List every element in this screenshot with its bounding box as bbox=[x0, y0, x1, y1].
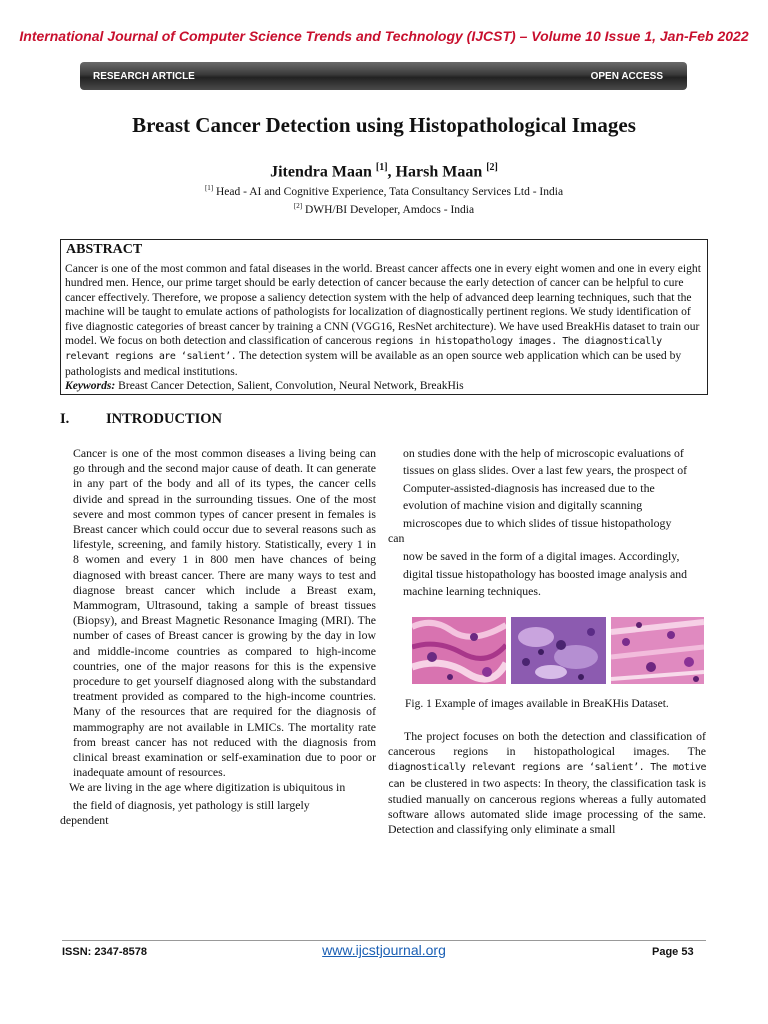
col2-paragraph-mono: diagnostically relevant regions are ‘salient’. The motive can be bbox=[388, 762, 706, 790]
histology-image-3 bbox=[611, 617, 704, 684]
section-number: I. bbox=[60, 411, 70, 427]
intro-column-1 bbox=[60, 446, 376, 828]
col2-line-2: tissues on glass slides. Over a last few years, the prospect of bbox=[403, 463, 688, 477]
col2-line-7: now be saved in the form of a digital images. Accordingly, bbox=[403, 549, 680, 563]
author-separator: , bbox=[387, 163, 396, 181]
keywords bbox=[65, 379, 464, 392]
intro-line-3: dependent bbox=[60, 812, 109, 827]
affiliation-2 bbox=[0, 202, 768, 216]
col2-line-8: digital tissue histopathology has boosted image analysis and bbox=[403, 567, 688, 581]
intro-column-2-body bbox=[388, 729, 706, 837]
keywords-label: Keywords: bbox=[65, 379, 116, 393]
paper-title: Breast Cancer Detection using Histopathological Images bbox=[132, 113, 636, 137]
abstract-box bbox=[60, 239, 708, 395]
affiliation-1 bbox=[0, 184, 768, 198]
authors bbox=[0, 162, 768, 181]
col2-line-9: machine learning techniques. bbox=[403, 584, 541, 598]
col2-line-3: Computer-assisted-diagnosis has increased due to the bbox=[403, 481, 655, 495]
col2-paragraph-b: clustered in two aspects: In theory, the classification task is studied manually on cancerous regions whereas a fully automated software allows automated slide image processing of the same. Detection and classifying only eliminate a small bbox=[388, 775, 706, 837]
intro-line-1: We are living in the age where digitization is ubiquitous in bbox=[69, 780, 346, 795]
histology-image-2 bbox=[511, 617, 606, 684]
col2-line-1: on studies done with the help of microscopic evaluations of bbox=[403, 446, 684, 460]
keywords-text: Breast Cancer Detection, Salient, Convolution, Neural Network, BreakHis bbox=[115, 379, 464, 393]
histology-image-1 bbox=[412, 617, 506, 684]
author-2-ref: [2] bbox=[486, 162, 498, 173]
author-1-ref: [1] bbox=[375, 162, 388, 173]
journal-header: International Journal of Computer Science Trends and Technology (IJCST) – Volume 10 Issue 1, Jan-Feb 2022 bbox=[19, 28, 749, 44]
intro-paragraph-1: Cancer is one of the most common diseases a living being can go through and the second major cause of death. It can generate in any part of the body and all of its types, the cancer cells divide and spread in the surrounding tissues. One of the most severe and most common types of cancer present in females is Breast cancer which could occur due to several reasons such as lifestyle, screening, and family history. Statistically, every 1 in 8 women and every 1 in 800 men have chances of being diagnosed with breast cancer. There are many ways to test and diagnose breast cancer which include a Breast exam, Mammogram, Ultrasound, taking a sample of breast tissues (Biopsy), and Breast Magnetic Resonance Imaging (MRI). The number of cases of Breast cancer is growing by the day in low and middle-income countries as compared to high-income countries, one of the major reasons for this is the expensive procedure to get yourself diagnosed along with the substandard treatment provided as compared to the high-income countries. Many of the resources that are required for the diagnosis of mammography are not available in LMICs. The mortality rate from breast cancer has not reduced with the diagnosis from clinical breast examination or self-examination due to poor or inadequate amount of resources. bbox=[73, 446, 376, 780]
intro-line-2: the field of diagnosis, yet pathology is still largely bbox=[73, 797, 310, 812]
affiliation-1-ref: [1] bbox=[204, 184, 214, 192]
col2-paragraph bbox=[388, 729, 706, 837]
abstract-text-mono: regions in histopathology images. The diagnostically relevant regions are ‘salient’. bbox=[65, 336, 662, 363]
website-link[interactable]: www.ijcstjournal.org bbox=[322, 942, 446, 958]
affiliation-1-text: Head - AI and Cognitive Experience, Tata Consultancy Services Ltd - India bbox=[213, 185, 564, 198]
abstract-text-b: The detection system will be available as an open source web application which can be used by pathologists and medical institutions. bbox=[65, 349, 682, 378]
page-number: Page 53 bbox=[652, 946, 694, 958]
abstract-text-a: Cancer is one of the most common and fatal diseases in the world. Breast cancer affects one in every eight women and one in every eight hundred men. Hence, our prime target should be early detection of cancer because the early detection of cancer can be helpful to cure cancer effectively. Therefore, we propose a saliency detection system with the help of advanced deep learning techniques, such that the machine will be taught to emulate actions of pathologists for localization of diagnostically pertinent regions. We study identification of five diagnostic categories of breast cancer by training a CNN (VGG16, ResNet architecture). We have used BreakHis dataset to train our model. We focus on both detection and classification of cancerous bbox=[65, 262, 701, 348]
col2-line-6: can bbox=[388, 531, 405, 545]
abstract-heading: ABSTRACT bbox=[66, 242, 143, 257]
section-heading bbox=[60, 411, 222, 428]
author-2: Harsh Maan bbox=[395, 163, 483, 181]
col2-paragraph-a: The project focuses on both the detection and classification of cancerous regions in histopathological images. The bbox=[388, 729, 706, 759]
affiliation-2-ref: [2] bbox=[293, 202, 303, 210]
col2-line-5: microscopes due to which slides of tissue histopathology bbox=[403, 516, 672, 530]
article-type-bar bbox=[80, 62, 687, 90]
section-title: INTRODUCTION bbox=[106, 411, 223, 427]
abstract-text bbox=[65, 262, 701, 394]
issn: ISSN: 2347-8578 bbox=[62, 946, 147, 958]
affiliation-2-text: DWH/BI Developer, Amdocs - India bbox=[302, 203, 475, 216]
figure-caption: Fig. 1 Example of images available in BreaKHis Dataset. bbox=[405, 698, 669, 710]
article-type-label: RESEARCH ARTICLE bbox=[93, 71, 195, 82]
author-1: Jitendra Maan bbox=[270, 163, 372, 181]
open-access-label: OPEN ACCESS bbox=[590, 71, 663, 82]
col2-line-4: evolution of machine vision and digitally scanning bbox=[403, 498, 643, 512]
footer-divider bbox=[62, 940, 706, 941]
